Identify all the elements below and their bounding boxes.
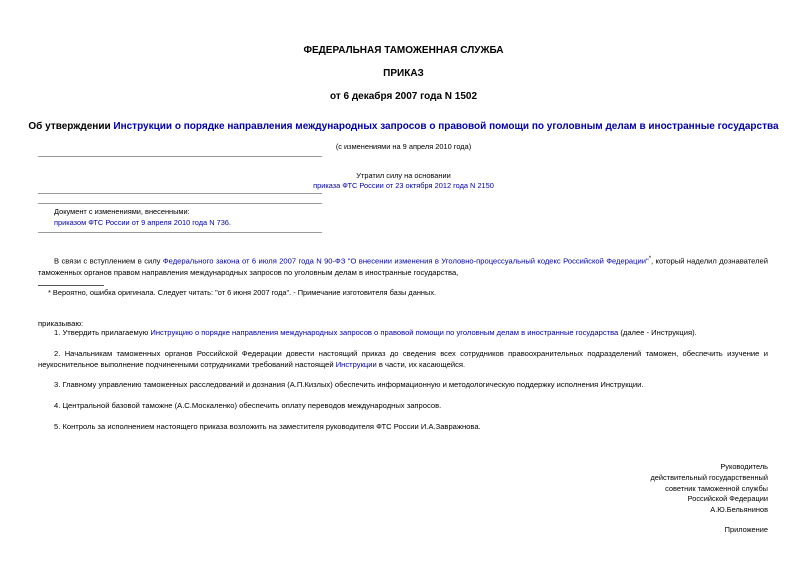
order-item-1 — [38, 327, 768, 338]
separator-line — [38, 193, 322, 194]
signature-position: Руководитель — [720, 462, 768, 471]
order-item-3: 3. Главному управлению таможенных расследований и дознания (А.П.Кизлых) обеспечить информационную и методологическую поддержку исполнения Инструкции. — [54, 380, 644, 389]
footnote-mark: * — [648, 256, 652, 262]
document-title — [0, 121, 807, 132]
lost-force-text: Утратил силу на основании — [356, 171, 451, 180]
appendix-label: Приложение — [724, 525, 768, 534]
intro-paragraph — [38, 254, 768, 278]
item-2-suffix: в части, их касающейся. — [376, 360, 466, 369]
instruction-title-link[interactable]: Инструкции о порядке направления международных запросов о правовой помощи по уголовным делам в иностранные государства — [113, 121, 779, 132]
order-word: приказываю: — [38, 319, 84, 328]
order-item-2 — [38, 348, 768, 370]
federal-law-link[interactable]: Федерального закона от 6 июля 2007 года N 90-ФЗ "О внесении изменения в Уголовно-процессуальный кодекс Российской Федерации" — [162, 256, 649, 266]
signature-rank-1: действительный государственный — [650, 473, 768, 482]
amendments-note: (с изменениями на 9 апреля 2010 года) — [335, 142, 472, 151]
document-type: ПРИКАЗ — [383, 68, 424, 79]
agency-name: ФЕДЕРАЛЬНАЯ ТАМОЖЕННАЯ СЛУЖБА — [303, 45, 504, 56]
changes-link[interactable]: приказом ФТС России от 9 апреля 2010 года N 736. — [54, 218, 231, 227]
item-1-suffix: (далее - Инструкция). — [618, 328, 697, 337]
signature-rank-3: Российской Федерации — [687, 494, 768, 503]
separator-line — [38, 203, 322, 204]
separator-line — [38, 156, 322, 157]
changes-label: Документ с изменениями, внесенными: — [54, 207, 190, 216]
order-item-5: 5. Контроль за исполнением настоящего приказа возложить на заместителя руководителя ФТС России И.А.Завражнова. — [54, 422, 481, 431]
intro-prefix: В связи с вступлением в силу — [54, 256, 163, 266]
footnote-text: * Вероятно, ошибка оригинала. Следует читать: "от 6 июня 2007 года". - Примечание изготовителя базы данных. — [48, 288, 437, 297]
signatory-name: А.Ю.Бельянинов — [710, 505, 768, 514]
footnote-separator — [38, 285, 104, 286]
separator-line — [38, 232, 322, 233]
title-prefix: Об утверждении — [28, 121, 114, 132]
lost-force-link[interactable]: приказа ФТС России от 23 октября 2012 года N 2150 — [313, 181, 494, 190]
order-item-4: 4. Центральной базовой таможне (А.С.Москаленко) обеспечить оплату переводов международных запросов. — [54, 401, 442, 410]
intro-suffix: , который наделил дознавателей таможенных органов правом направления международных запросов по уголовным делам в иностранные государства, — [38, 256, 768, 277]
item-2-prefix: 2. Начальникам таможенных органов Российской Федерации довести настоящий приказ до сведения всех сотрудников правоохранительных подразделений таможен, обеспечить изучение и неукоснительное выполнение подчиненными сотрудниками требований настоящей — [38, 349, 768, 369]
document-date-number: от 6 декабря 2007 года N 1502 — [329, 91, 478, 102]
signature-rank-2: советник таможенной службы — [665, 484, 768, 493]
instruction-short-link[interactable]: Инструкции — [335, 360, 377, 369]
instruction-link[interactable]: Инструкцию о порядке направления международных запросов о правовой помощи по уголовным делам в иностранные государства — [150, 328, 619, 337]
item-1-prefix: 1. Утвердить прилагаемую — [54, 328, 151, 337]
